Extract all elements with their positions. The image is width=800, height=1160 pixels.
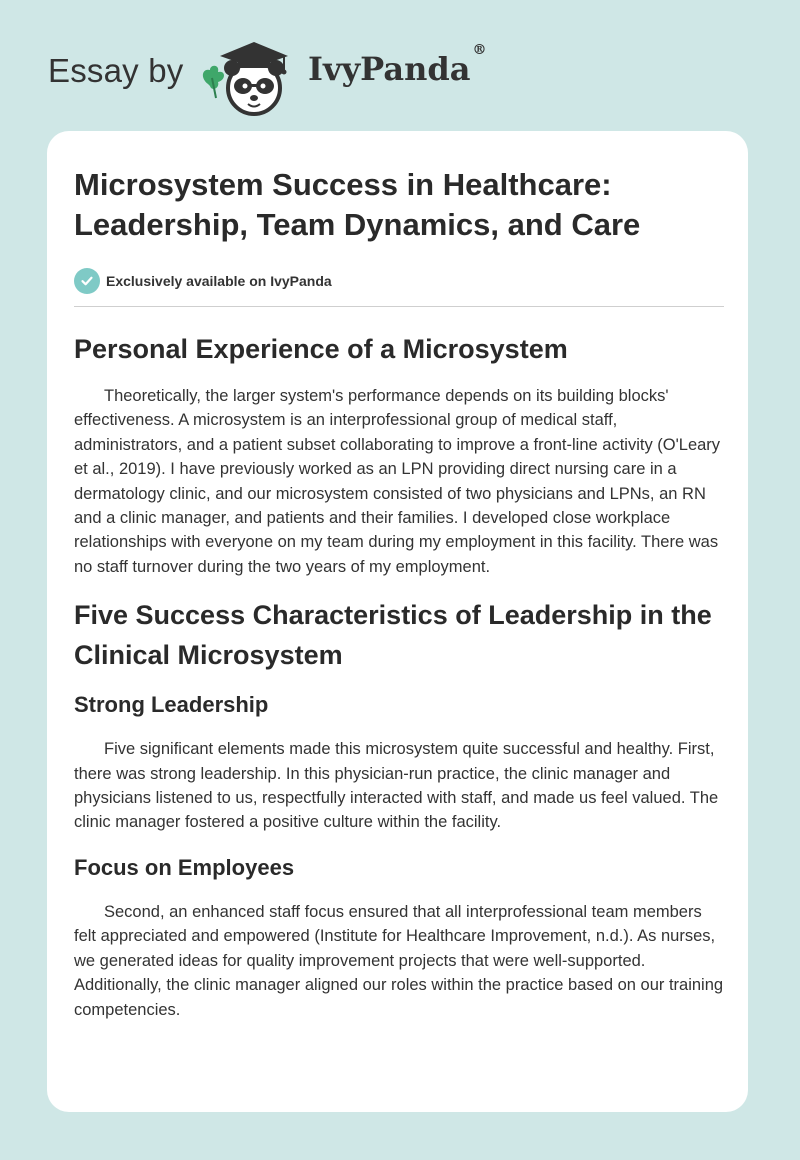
page-title: Microsystem Success in Healthcare: Leadership, Team Dynamics, and Care xyxy=(74,167,641,242)
badge-text: Exclusively available on IvyPanda xyxy=(106,273,332,289)
subsection-paragraph: Five significant elements made this microsystem quite successful and healthy. First, there was strong leadership. In this physician-run practice, the clinic manager and physicians listened to us, respectfully interacted with staff, and made us feel valued. The clinic manager fostered a positive culture within the facility. xyxy=(74,740,719,832)
brand-name[interactable] xyxy=(308,42,487,88)
ivy-leaf-icon xyxy=(203,66,224,98)
subsection-heading: Strong Leadership xyxy=(74,692,269,718)
registered-mark: ® xyxy=(472,42,487,59)
checkmark-icon xyxy=(74,268,100,294)
essay-by-label: Essay by xyxy=(48,52,184,89)
subsection-heading: Focus on Employees xyxy=(74,854,295,880)
brand-text: IvyPanda xyxy=(308,50,471,88)
divider xyxy=(74,306,724,307)
section-heading: Personal Experience of a Microsystem xyxy=(74,334,568,364)
site-header xyxy=(48,28,508,118)
exclusive-badge xyxy=(74,268,724,294)
section-heading: Five Success Characteristics of Leadership in the Clinical Microsystem xyxy=(74,600,712,671)
essay-content xyxy=(74,165,724,1022)
section-paragraph: Theoretically, the larger system's performance depends on its building blocks' effectiveness. A microsystem is an interprofessional group of medical staff, administrators, and a patient subset collaborating to improve a front-line activity (O'Leary et al., 2019). I have previously worked as an LPN providing direct nursing care in a dermatology clinic, and our microsystem consisted of two physicians and LPNs, an RN and a clinic manager, and patients and their families. I developed close workplace relationships with everyone on my team during my employment in this facility. There was no staff turnover during the two years of my employment. xyxy=(74,387,721,576)
panda-logo-icon[interactable] xyxy=(198,34,298,118)
essay-card xyxy=(47,131,748,1112)
subsection-paragraph: Second, an enhanced staff focus ensured that all interprofessional team members felt appreciated and empowered (Institute for Healthcare Improvement, n.d.). As nurses, we generated ideas for quality improvement projects that were well-supported. Additionally, the clinic manager aligned our roles within the practice based on our training competencies. xyxy=(74,902,724,1019)
